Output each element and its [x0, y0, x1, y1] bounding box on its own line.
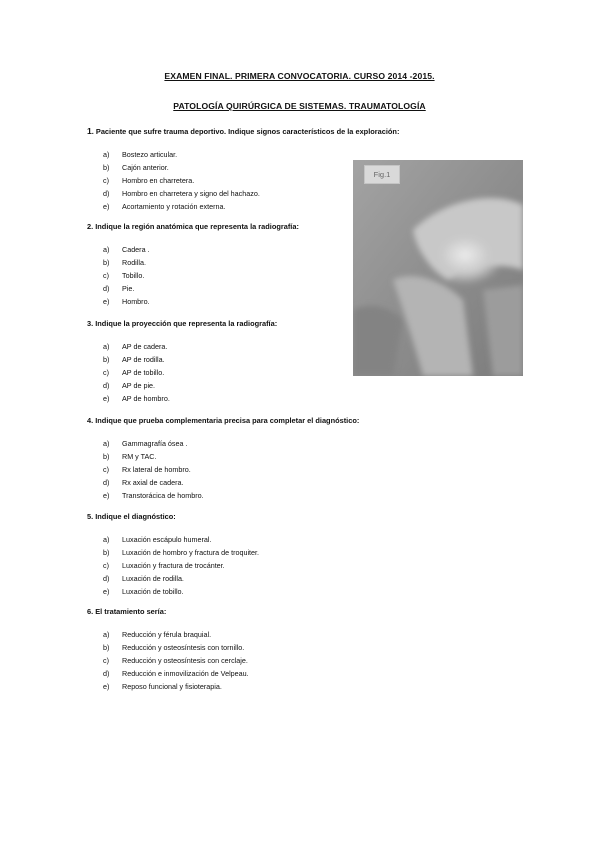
option-b	[103, 163, 260, 176]
option-text: Rx axial de cadera.	[122, 477, 184, 487]
option-letter: e)	[103, 681, 110, 691]
option-text: Luxación escápulo humeral.	[122, 535, 212, 544]
option-letter: d)	[103, 380, 110, 390]
option-letter: a)	[103, 630, 110, 639]
option-text: Gammagrafía ósea .	[122, 439, 188, 448]
option-text: AP de rodilla.	[122, 354, 165, 364]
option-d	[103, 189, 260, 202]
option-a	[103, 245, 150, 258]
question-text: . Indique que prueba complementaria precisa para completar el diagnóstico:	[91, 416, 360, 425]
option-d	[103, 574, 259, 587]
question-number: 6	[87, 607, 92, 616]
option-text: Reducción y osteosíntesis con tornillo.	[122, 642, 245, 652]
option-letter: e)	[103, 296, 110, 306]
option-letter: b)	[103, 162, 110, 172]
option-text: Hombro en charretera y signo del hachazo.	[122, 188, 260, 198]
option-text: Luxación de rodilla.	[122, 573, 184, 583]
option-letter: d)	[103, 668, 110, 678]
option-c	[103, 465, 204, 478]
option-text: Bostezo articular.	[122, 150, 178, 159]
option-e	[103, 297, 150, 310]
option-a	[103, 150, 260, 163]
option-letter: a)	[103, 342, 110, 351]
question-2-options	[103, 245, 150, 309]
option-letter: e)	[103, 201, 110, 211]
option-text: AP de hombro.	[122, 393, 170, 403]
option-text: Reducción y férula braquial.	[122, 630, 212, 639]
option-text: Acortamiento y rotación externa.	[122, 201, 226, 211]
option-text: Cajón anterior.	[122, 162, 169, 172]
question-number: 1	[87, 126, 92, 136]
option-a	[103, 535, 259, 548]
option-c	[103, 176, 260, 189]
question-text: . Paciente que sufre trauma deportivo. Indique signos característicos de la exploración:	[91, 127, 400, 136]
option-c	[103, 368, 170, 381]
question-6	[87, 607, 166, 616]
option-letter: a)	[103, 535, 110, 544]
option-letter: d)	[103, 477, 110, 487]
option-c	[103, 656, 249, 669]
option-text: Luxación de tobillo.	[122, 586, 184, 596]
option-letter: b)	[103, 354, 110, 364]
option-text: Hombro en charretera.	[122, 175, 195, 185]
question-number: 3	[87, 319, 92, 328]
question-text: . Indique el diagnóstico:	[91, 512, 176, 521]
question-3	[87, 319, 277, 328]
option-text: Reposo funcional y fisioterapia.	[122, 681, 222, 691]
option-d	[103, 669, 249, 682]
option-d	[103, 284, 150, 297]
option-text: AP de cadera.	[122, 342, 168, 351]
question-text: . El tratamiento sería:	[91, 607, 167, 616]
question-4-options	[103, 439, 204, 503]
figure-label: Fig.1	[364, 165, 400, 184]
option-letter: c)	[103, 270, 109, 280]
option-text: AP de tobillo.	[122, 367, 165, 377]
exam-title: EXAMEN FINAL. PRIMERA CONVOCATORIA. CURSO 2014 -2015.	[164, 71, 435, 81]
option-d	[103, 478, 204, 491]
option-c	[103, 561, 259, 574]
question-1	[87, 126, 399, 136]
option-letter: a)	[103, 150, 110, 159]
option-e	[103, 202, 260, 215]
option-letter: c)	[103, 655, 109, 665]
option-a	[103, 439, 204, 452]
option-a	[103, 342, 170, 355]
option-b	[103, 355, 170, 368]
option-letter: d)	[103, 573, 110, 583]
option-letter: e)	[103, 586, 110, 596]
option-c	[103, 271, 150, 284]
option-text: Luxación de hombro y fractura de troquiter.	[122, 547, 260, 557]
option-letter: d)	[103, 188, 110, 198]
option-letter: a)	[103, 439, 110, 448]
option-text: Rx lateral de hombro.	[122, 464, 191, 474]
exam-subtitle: PATOLOGÍA QUIRÚRGICA DE SISTEMAS. TRAUMATOLOGÍA	[173, 101, 426, 111]
question-5-options	[103, 535, 259, 599]
option-letter: c)	[103, 464, 109, 474]
question-5	[87, 512, 176, 521]
option-e	[103, 682, 249, 695]
option-letter: d)	[103, 283, 110, 293]
option-text: Luxación y fractura de trocánter.	[122, 560, 225, 570]
option-b	[103, 548, 259, 561]
option-letter: b)	[103, 642, 110, 652]
question-number: 4	[87, 416, 92, 425]
question-number: 2	[87, 222, 92, 231]
option-letter: b)	[103, 257, 110, 267]
option-letter: b)	[103, 451, 110, 461]
option-d	[103, 381, 170, 394]
question-text: . Indique la región anatómica que representa la radiografía:	[91, 222, 299, 231]
xray-image	[353, 160, 523, 376]
question-6-options	[103, 630, 249, 694]
question-text: . Indique la proyección que representa la radiografía:	[91, 319, 278, 328]
question-3-options	[103, 342, 170, 406]
question-4	[87, 416, 359, 425]
option-e	[103, 491, 204, 504]
option-letter: c)	[103, 175, 109, 185]
question-1-options	[103, 150, 260, 214]
option-text: Cadera .	[122, 245, 150, 254]
option-text: Reducción e inmovilización de Velpeau.	[122, 668, 249, 678]
option-text: Pie.	[122, 283, 135, 293]
option-e	[103, 394, 170, 407]
option-text: Tobillo.	[122, 270, 145, 280]
option-letter: e)	[103, 393, 110, 403]
option-letter: a)	[103, 245, 110, 254]
option-letter: c)	[103, 367, 109, 377]
question-2	[87, 222, 299, 231]
option-e	[103, 587, 259, 600]
option-text: Transtorácica de hombro.	[122, 490, 204, 500]
option-text: Reducción y osteosíntesis con cerclaje.	[122, 655, 248, 665]
option-b	[103, 643, 249, 656]
option-letter: b)	[103, 547, 110, 557]
option-b	[103, 258, 150, 271]
option-text: AP de pie.	[122, 380, 156, 390]
option-b	[103, 452, 204, 465]
option-letter: e)	[103, 490, 110, 500]
option-letter: c)	[103, 560, 109, 570]
option-text: RM y TAC.	[122, 451, 157, 461]
question-number: 5	[87, 512, 92, 521]
option-a	[103, 630, 249, 643]
xray-figure	[353, 160, 523, 376]
option-text: Rodilla.	[122, 257, 146, 267]
option-text: Hombro.	[122, 296, 150, 306]
